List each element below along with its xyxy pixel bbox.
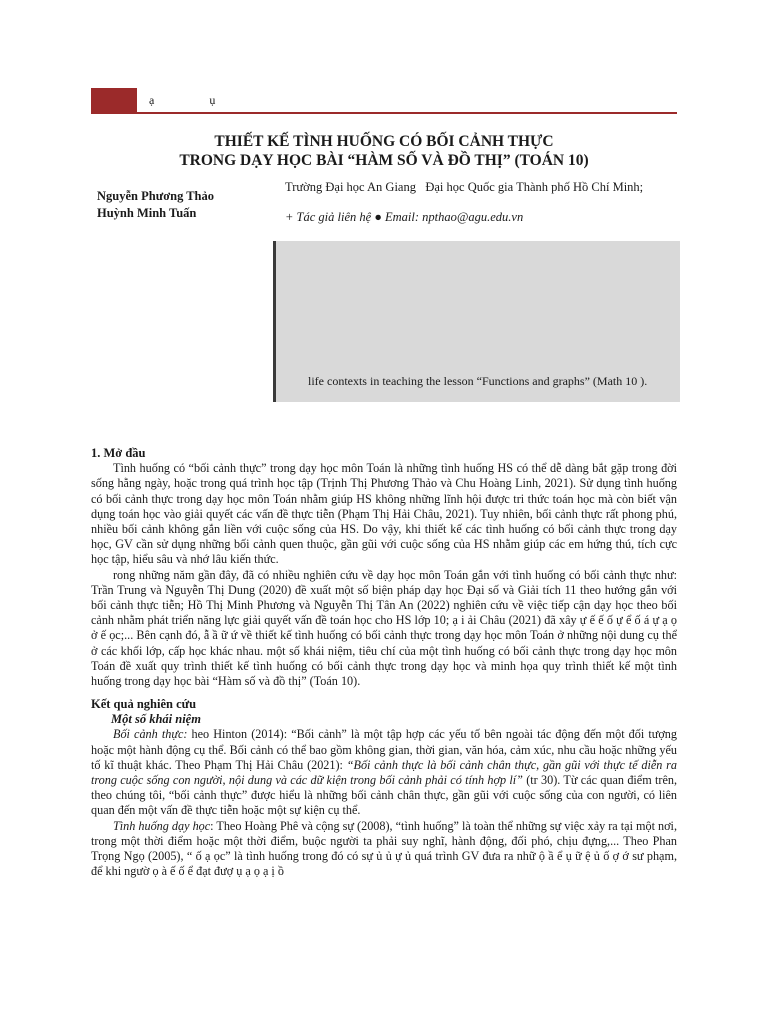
contact-email: + Tác giả liên hệ ● Email: npthao@agu.edu.vn: [285, 210, 524, 224]
paragraph-intro-1: Tình huống có “bối cảnh thực” trong dạy học môn Toán là những tình huống HS có thể dễ dàng bắt gặp trong đời sống hằng ngày, hoặc trong quá trình học tập (Trịnh Thị Phương Thảo và Chu Hoàng Linh, 2021). Sử dụng tình huống có bối cảnh thực trong dạy học môn Toán nhằm giúp HS không những lĩnh hội được tri thức toán học mà còn biết vận dụng toán học vào giải quyết các vấn đề thực tiễn (Phạm Thị Hải Châu, 2021). Tuy nhiên, bối cảnh thực rất phong phú, nhiều bối cảnh không gắn liền với cuộc sống của HS. Do vậy, khi thiết kế các tình huống có bối cảnh thực trong dạy học, GV cần sử dụng những bối cảnh quen thuộc, gần gũi với cuộc sống của HS nhằm giúp các em hứng thú, tích cực học tập, hiểu sâu và nhớ lâu kiến thức.: [91, 461, 677, 567]
section-heading-intro: 1. Mở đầu: [91, 446, 146, 460]
author-2: Huỳnh Minh Tuấn: [97, 206, 197, 220]
paragraph-context-text-b: (tr 30). Từ các quan điểm trên, theo chúng tôi, “bối cảnh thực” được hiểu là những bối cảnh chân thực, gần gũi với cuộc sống của con người, có liên quan đến một vấn đề thực tiễn hoặc một sự kiện cụ thể.: [91, 773, 677, 818]
abstract-text: life contexts in teaching the lesson “Functions and graphs” (Math 10 ).: [308, 374, 648, 388]
affiliation: Trường Đại học An Giang Đại học Quốc gia Thành phố Hồ Chí Minh;: [285, 180, 644, 194]
header-rule: [137, 112, 677, 114]
term-real-context: Bối cảnh thực:: [113, 727, 188, 742]
section-results: [91, 697, 677, 879]
paper-title-line-2: TRONG DẠY HỌC BÀI “HÀM SỐ VÀ ĐỒ THỊ” (TOÁN 10): [179, 152, 589, 169]
paragraph-context-text-a: heo Hinton (2014): “Bối cảnh” là một tập hợp các yếu tố bên ngoài tác động đến một đối tượng hoặc một hành động cụ thể. Bối cảnh có thể bao gồm không gian, thời gian, văn hóa, cảm xúc, nhu cầu hoặc những yếu tố kĩ thuật khác. Theo Phạm Thị Hải Châu (2021):: [91, 727, 677, 772]
subheading-concepts: Một số khái niệm: [111, 712, 201, 727]
term-teaching-situation: Tình huống dạy học: [113, 818, 211, 833]
header-text: ạ ụ: [149, 93, 242, 107]
paragraph-teaching-situation: [91, 819, 677, 880]
section-heading-results: Kết quả nghiên cứu: [91, 697, 197, 711]
paragraph-situation-text: : Theo Hoàng Phê và cộng sự (2008), “tình huống” là toàn thể những sự việc xảy ra tại một nơi, trong một thời điểm hoặc một thời điểm, buộc người ta phải suy nghĩ, hành động, đối phó, chịu đựng,... Theo Phan Trọng Ngọ (2005), “ ố ạ ọc” là tình huống trong đó có sự ủ ủ ự ủ quá trình GV đưa ra nhữ ộ ầ ể ụ ữ ệ ủ ố ợ ớ sư phạm, để khi ngườ ọ à ế ố ể đạt đượ ụ ạ ọ ạ ị ồ: [91, 818, 677, 879]
running-header: [91, 88, 677, 114]
paper-title-line-1: THIẾT KẾ TÌNH HUỐNG CÓ BỐI CẢNH THỰC: [214, 133, 554, 150]
quote-context-definition: “Bối cảnh thực là bối cảnh chân thực, gần gũi với thực tế diễn ra trong cuộc sống con người, nội dung và các dữ kiện trong bối cảnh phải có tính hợp lí”: [91, 757, 677, 788]
abstract-box: [273, 241, 680, 402]
paragraph-intro-2: rong những năm gần đây, đã có nhiều nghiên cứu về dạy học môn Toán gắn với tình huống có bối cảnh thực như: Trần Trung và Nguyễn Thị Dung (2020) đề xuất một số biện pháp dạy học Đại số và Giải tích 11 theo hướng gắn với bối cảnh thực tiễn; Hồ Thị Minh Phương và Nguyễn Thị Tân An (2022) nghiên cứu về việc tiếp cận dạy học theo bối cảnh nhằm phát triển năng lực giải quyết vấn đề toán học cho HS lớp 10; ạ i ải Châu (2021) đã xây ự ế ế ố ự ể ố á ự ạ ọ ở ế ọc;... Bên cạnh đó, ẫ ầ ữ ứ về thiết kế tình huống có bối cảnh thực trong dạy học môn Toán ở những nội dung cụ thể ở các khối lớp, cấp học khác nhau. một số khái niệm, tiêu chí của một tình huống có bối cảnh thực trong dạy học môn Toán đề xuất quy trình thiết kế tình huống có bối cảnh thực trong dạy học và minh họa quy trình thiết kế một tình huống trong dạy học bài “Hàm số và đồ thị” (Toán 10).: [91, 567, 677, 689]
section-introduction: [91, 446, 677, 689]
author-1: Nguyễn Phương Thảo: [97, 189, 215, 203]
header-color-block: [91, 88, 137, 114]
paragraph-context-definition: [91, 727, 677, 818]
